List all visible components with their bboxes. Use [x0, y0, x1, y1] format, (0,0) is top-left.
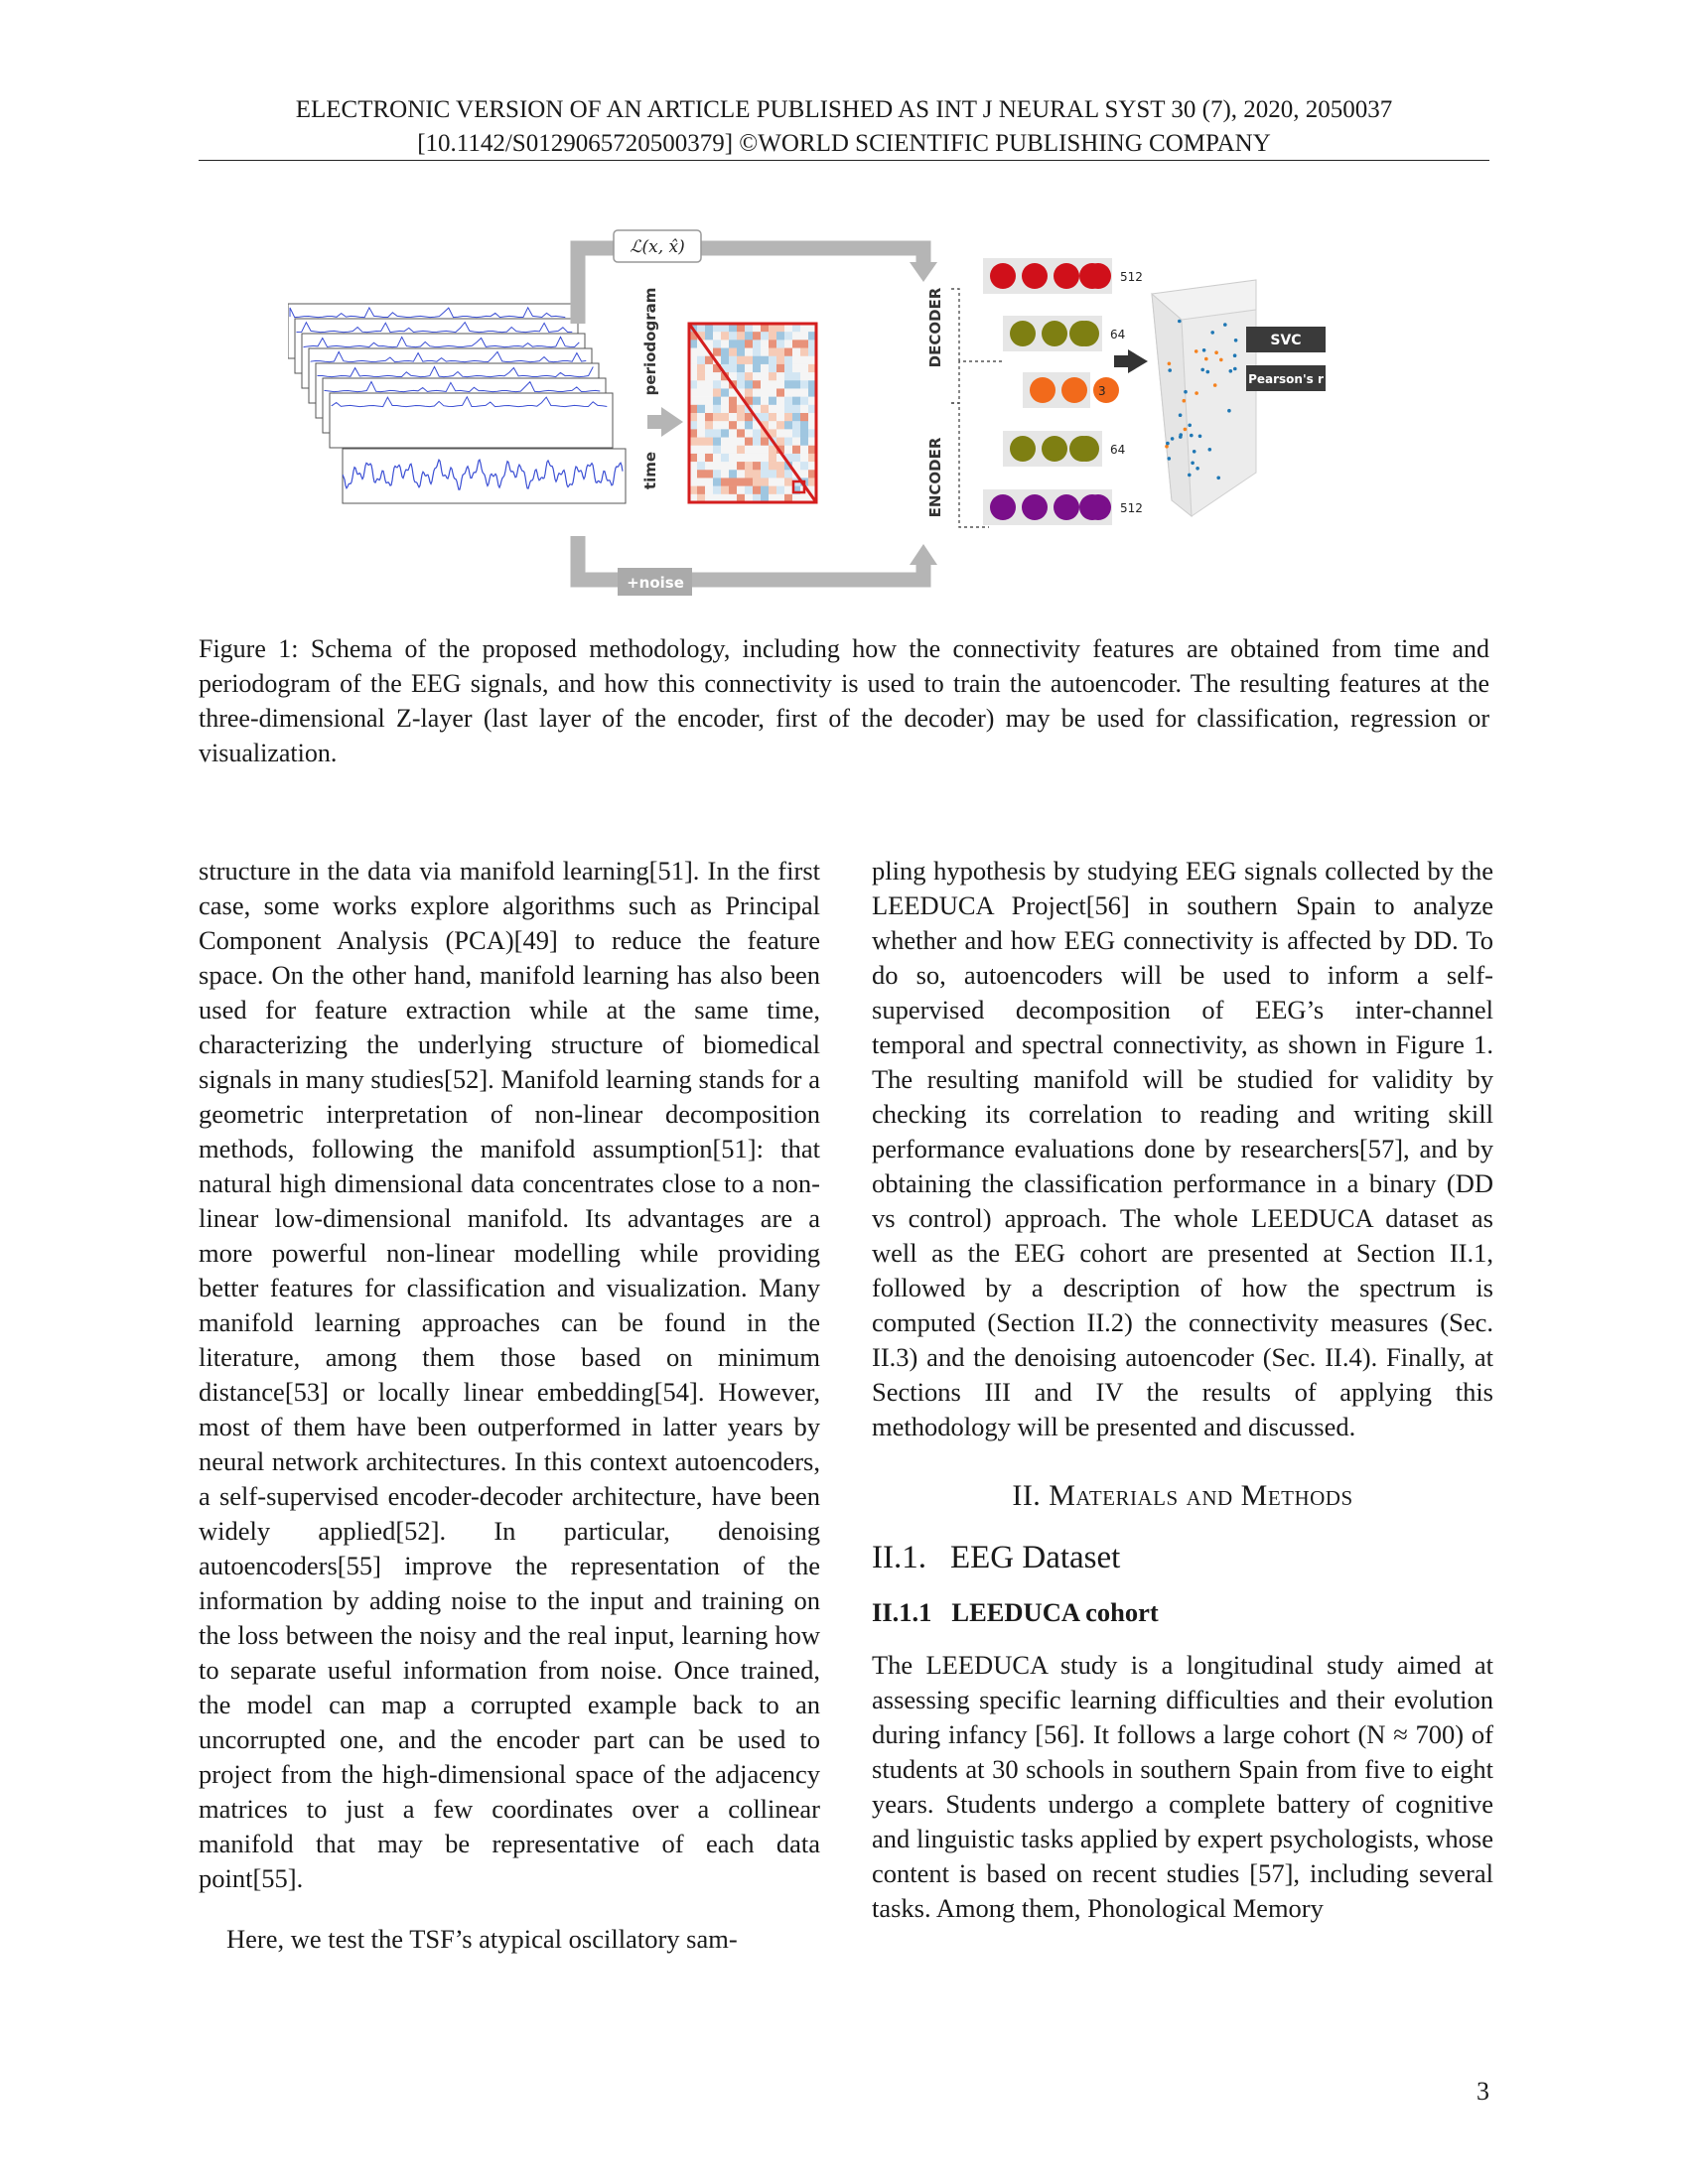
right-paragraph-2: The LEEDUCA study is a longitudinal study aimed at assessing specific learning difficulties and their evolution during infancy [56]. It follows a large cohort (N ≈ 700) of students at 30 schools in southern Spain from five to eight years. Students undergo a complete battery of cognitive and linguistic tasks applied by expert psychologists, whose content is based on recent studies [57], including several tasks. Among them, Phonological Memory — [872, 1650, 1493, 1923]
right-column — [872, 854, 1493, 1926]
neuron — [1010, 436, 1036, 462]
pearson-label: Pearson's r — [1248, 372, 1324, 386]
subsection-title — [872, 1536, 1493, 1579]
running-header — [199, 93, 1489, 161]
noise-arrow — [578, 536, 937, 596]
header-rule — [199, 160, 1489, 161]
layer-size-label: 64 — [1110, 328, 1126, 341]
connectivity-matrix — [689, 324, 816, 502]
svc-label: SVC — [1270, 333, 1302, 348]
figure-diagram — [288, 224, 1390, 607]
header-line-2: [10.1142/S0129065720500379] ©WORLD SCIENTIFIC PUBLISHING COMPANY — [417, 130, 1271, 157]
subsection-title-text: EEG Dataset — [949, 1540, 1121, 1575]
subsubsection-number: II.1.1 — [872, 1597, 932, 1627]
neuron — [1042, 321, 1067, 346]
loss-arrow — [578, 230, 937, 324]
loss-label: ℒ(x, x̂) — [630, 237, 685, 257]
input-arrow — [647, 407, 683, 437]
decoder-label: DECODER — [926, 287, 944, 368]
neuron — [1079, 263, 1105, 289]
layer-size-label: 512 — [1120, 270, 1143, 284]
neuron — [990, 494, 1016, 520]
eeg-signal-stack — [288, 304, 626, 503]
layer-5 — [983, 489, 1143, 525]
svc-box — [1246, 327, 1326, 352]
section-title: II. Materials and Methods — [1012, 1479, 1353, 1512]
time-axis-label: time — [641, 451, 659, 490]
neuron — [1042, 436, 1067, 462]
periodogram-axis-label: periodogram — [641, 287, 659, 396]
neuron — [1061, 377, 1087, 403]
neuron — [1079, 494, 1105, 520]
layer-3 — [1023, 372, 1119, 408]
subsubsection-title-text: LEEDUCA cohort — [951, 1597, 1159, 1627]
layer-1 — [983, 258, 1143, 294]
layer-2 — [1003, 316, 1125, 351]
layer-size-label: 64 — [1110, 443, 1126, 457]
page-number: 3 — [1477, 2077, 1489, 2106]
right-paragraph-1: pling hypothesis by studying EEG signals collected by the LEEDUCA Project[56] in southern Spain to analyze whether and how EEG connectivity is affected by DD. To do so, autoencoders will be used to inform a self-supervised decomposition of EEG’s inter-channel temporal and spectral connectivity, as shown in Figure 1. The resulting manifold will be studied for validity by checking its correlation to reading and writing skill performance evaluations done by researchers[57], and by obtaining the classification performance in a binary (DD vs control) approach. The whole LEEDUCA dataset as well as the EEG cohort are presented at Section II.1, followed by a description of how the spectrum is computed (Section II.2) the connectivity measures (Sec. II.3) and the denoising autoencoder (Sec. II.4). Finally, at Sections III and IV the results of applying this methodology will be presented and discussed. — [872, 856, 1493, 1441]
left-paragraph-1: structure in the data via manifold learning[51]. In the first case, some works explore algorithms such as Principal Component Analysis (PCA)[49] to reduce the feature space. On the other hand, manifold learning has also been used for feature extraction while at the same time, characterizing the underlying structure of biomedical signals in many studies[52]. Manifold learning stands for a geometric interpretation of non-linear decomposition methods, following the manifold assumption[51]: that natural high dimensional data concentrates close to a non-linear low-dimensional manifold. Its advantages are a more powerful non-linear modelling while providing better features for classification and visualization. Many manifold learning approaches can be found in the literature, among them those based on minimum distance[53] or locally linear embedding[54]. However, most of them have been outperformed in latter years by neural network architectures. In this context autoencoders, a self-supervised encoder-decoder architecture, have been widely applied[52]. In particular, denoising autoencoders[55] improve the representation of the information by adding noise to the input and training on the loss between the noisy and the real input, learning how to separate useful information from noise. Once trained, the model can map a corrupted example back to an uncorrupted one, and the encoder part can be used to project from the high-dimensional space of the adjacency matrices to just a few coordinates over a collinear manifold that may be representative of each data point[55]. — [199, 856, 820, 1893]
pearson-box — [1246, 365, 1326, 391]
latent-arrow — [1114, 349, 1148, 373]
methodology-figure — [288, 224, 1390, 607]
latent-scatter-3d — [1152, 280, 1256, 516]
subsubsection-title — [872, 1595, 1493, 1630]
neuron — [990, 263, 1016, 289]
neuron — [1010, 321, 1036, 346]
header-line-1: ELECTRONIC VERSION OF AN ARTICLE PUBLISHED AS INT J NEURAL SYST 30 (7), 2020, 2050037 — [295, 96, 1393, 123]
neuron — [1022, 494, 1048, 520]
neuron — [1069, 321, 1095, 346]
encoder-label: ENCODER — [926, 437, 944, 518]
layer-size-label: 512 — [1120, 501, 1143, 515]
neuron — [1054, 494, 1079, 520]
layer-4 — [1003, 431, 1125, 467]
subsection-number: II.1. — [872, 1540, 926, 1575]
neuron — [1069, 436, 1095, 462]
eeg-channel-panel — [330, 393, 613, 448]
autoencoder-layers — [983, 258, 1143, 525]
noise-label: +noise — [627, 574, 684, 592]
left-column — [199, 854, 820, 1957]
left-paragraph-2: Here, we test the TSF’s atypical oscillatory sam- — [226, 1924, 738, 1954]
neuron — [1022, 263, 1048, 289]
figure-caption: Figure 1: Schema of the proposed methodology, including how the connectivity features are obtained from time and periodogram of the EEG signals, and how this connectivity is used to train the autoencoder. The resulting features at the three-dimensional Z-layer (last layer of the encoder, first of the decoder) may be used for classification, regression or visualization. — [199, 634, 1489, 767]
neuron — [1054, 263, 1079, 289]
neuron — [1030, 377, 1055, 403]
neuron — [1093, 377, 1119, 403]
layer-size-label: 3 — [1098, 384, 1106, 398]
